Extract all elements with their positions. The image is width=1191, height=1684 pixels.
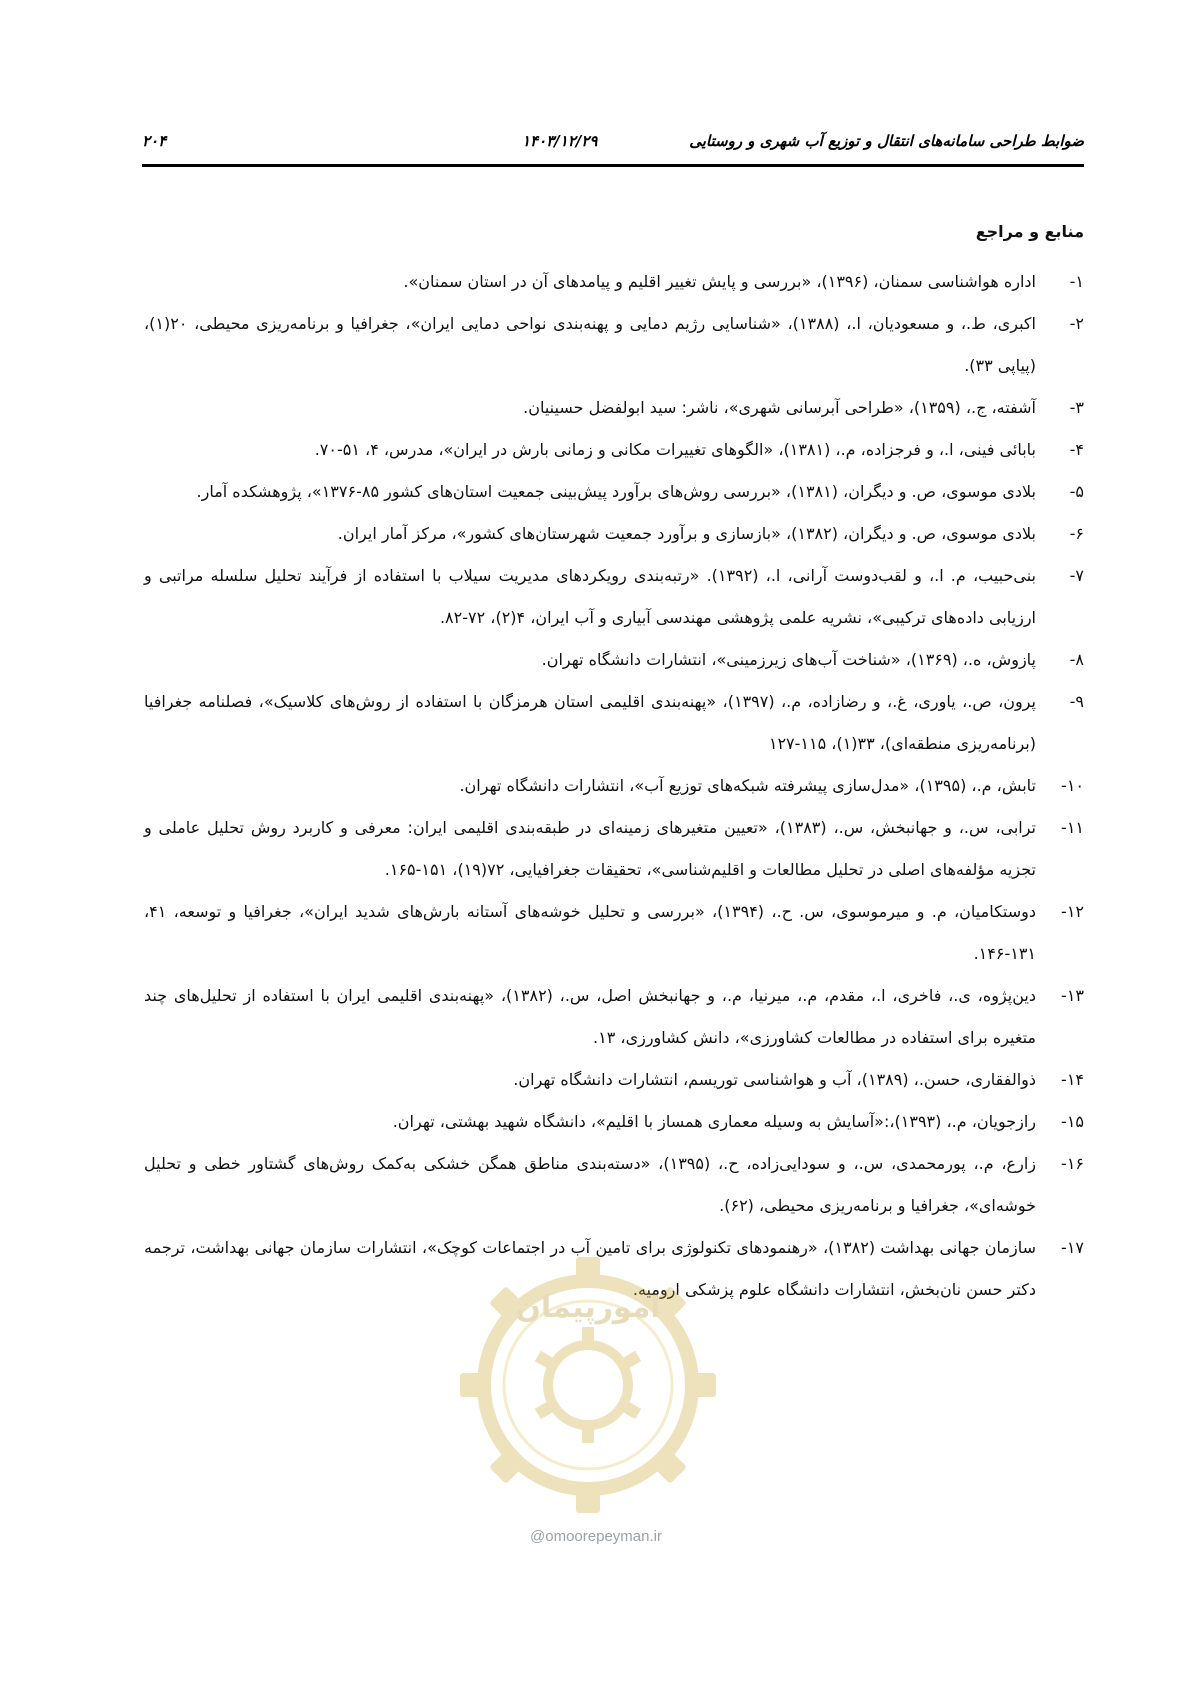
reference-number: ۴- [1069,440,1084,459]
reference-item [144,1101,1084,1143]
reference-text: پرون، ص.، یاوری، غ.، و رضازاده، م.، (۱۳۹۷)، «پهنه‌بندی اقلیمی استان هرمزگان با استفاده از روش‌های کلاسیک»، فصلنامه جغرافیا (برنامه‌ریزی منطقه‌ای)، ۳۳(۱)، ۱۱۵-۱۲۷ [144,692,1036,753]
reference-item [144,429,1084,471]
reference-text: ترابی، س.، و جهانبخش، س.، (۱۳۸۳)، «تعیین متغیرهای زمینه‌ای در طبقه‌بندی اقلیمی ایران: معرفی و کاربرد روش تحلیل عاملی و تجزیه مؤلفه‌های اصلی در تحلیل مطالعات و اقلیم‌شناسی»، تحقیقات جغرافیایی، ۷۲(۱۹)، ۱۵۱-۱۶۵. [144,818,1037,879]
reference-item [144,471,1084,513]
section-heading: منابع و مراجع [975,222,1084,241]
running-header [142,128,1084,158]
reference-text: دوستکامیان، م. و میرموسوی، س. ح.، (۱۳۹۴)، «بررسی و تحلیل خوشه‌های آستانه بارش‌های شدید ایران»، جغرافیا و توسعه، ۴۱، ۱۳۱-۱۴۶. [144,902,1037,963]
reference-text: پازوش، ه.، (۱۳۶۹)، «شناخت آب‌های زیرزمینی»، انتشارات دانشگاه تهران. [541,650,1036,669]
reference-number: ۱۷- [1061,1238,1084,1257]
reference-item [144,639,1084,681]
reference-item [144,387,1084,429]
reference-text: بلادی موسوی، ص. و دیگران، (۱۳۸۲)، «بازسازی و برآورد جمعیت شهرستان‌های کشور»، مرکز آمار ایران. [337,524,1036,543]
reference-number: ۱۶- [1061,1154,1084,1173]
reference-number: ۱- [1069,272,1084,291]
watermark-logo-text: امورپیمان [515,1290,661,1325]
reference-item [144,1227,1084,1311]
reference-item [144,765,1084,807]
reference-number: ۱۲- [1061,902,1084,921]
reference-text: بنی‌حبیب، م. ا.، و لقب‌دوست آرانی، ا.، (۱۳۹۲). «رتبه‌بندی رویکردهای مدیریت سیلاب با استفاده از فرآیند تحلیل سلسله مراتبی و ارزیابی داده‌های ترکیبی»، نشریه علمی پژوهشی مهندسی آبیاری و آب ایران، ۴(۲)، ۷۲-۸۲. [144,566,1036,627]
page-body [144,222,1084,1311]
reference-text: دین‌پژوه، ی.، فاخری، ا.، مقدم، م.، میرنیا، م.، و جهانبخش اصل، س.، (۱۳۸۲)، «پهنه‌بندی اقلیمی ایران با استفاده از تحلیل‌های چند متغیره برای استفاده در مطالعات کشاورزی»، دانش کشاورزی، ۱۳. [144,986,1036,1047]
reference-text: رازجویان، م.، (۱۳۹۳)،:«آسایش به وسیله معماری همساز با اقلیم»، دانشگاه شهید بهشتی، تهران. [392,1112,1036,1131]
reference-item [144,261,1084,303]
watermark-site: @omoorepeyman.ir [530,1528,662,1545]
header-date: ۱۴۰۳/۱۲/۲۹ [522,132,598,150]
reference-item [144,513,1084,555]
reference-item [144,1059,1084,1101]
reference-item [144,681,1084,765]
page-number: ۲۰۴ [142,132,167,150]
reference-text: بلادی موسوی، ص. و دیگران، (۱۳۸۱)، «بررسی روش‌های برآورد پیش‌بینی جمعیت استان‌های کشور ۸۵-۱۳۷۶»، پژوهشکده آمار. [196,482,1036,501]
reference-number: ۱۰- [1061,776,1084,795]
reference-number: ۸- [1069,650,1084,669]
reference-item [144,1143,1084,1227]
reference-item [144,975,1084,1059]
reference-number: ۹- [1069,692,1084,711]
header-rule [142,164,1084,167]
reference-item [144,891,1084,975]
reference-text: اکبری، ط.، و مسعودیان، ا.، (۱۳۸۸)، «شناسایی رژیم دمایی و پهنه‌بندی نواحی دمایی ایران»، جغرافیا و برنامه‌ریزی محیطی، ۲۰(۱)، (پیاپی ۳۳). [144,314,1036,375]
reference-number: ۱۱- [1061,818,1084,837]
reference-number: ۷- [1069,566,1084,585]
reference-text: آشفته، ج.، (۱۳۵۹)، «طراحی آبرسانی شهری»، ناشر: سید ابولفضل حسینیان. [523,398,1036,417]
reference-number: ۲- [1069,314,1084,333]
reference-item [144,303,1084,387]
reference-number: ۶- [1069,524,1084,543]
reference-list [144,261,1084,1311]
reference-number: ۱۳- [1061,986,1084,1005]
reference-text: تابش، م.، (۱۳۹۵)، «مدل‌سازی پیشرفته شبکه‌های توزیع آب»، انتشارات دانشگاه تهران. [459,776,1036,795]
reference-text: بابائی فینی، ا.، و فرجزاده، م.، (۱۳۸۱)، «الگوهای تغییرات مکانی و زمانی بارش در ایران»، مدرس، ۴، ۵۱-۷۰. [314,440,1036,459]
reference-item [144,807,1084,891]
header-title: ضوابط طراحی سامانه‌های انتقال و توزیع آب شهری و روستایی [689,132,1084,150]
reference-text: سازمان جهانی بهداشت (۱۳۸۲)، «رهنمودهای تکنولوژی برای تامین آب در اجتماعات کوچک»، انتشارات سازمان جهانی بهداشت، ترجمه دکتر حسن نان‌بخش، انتشارات دانشگاه علوم پزشکی ارومیه. [144,1238,1037,1299]
reference-number: ۱۵- [1061,1112,1084,1131]
reference-number: ۵- [1069,482,1084,501]
reference-item [144,555,1084,639]
reference-text: زارع، م.، پورمحمدی، س.، و سودایی‌زاده، ح.، (۱۳۹۵)، «دسته‌بندی مناطق همگن خشکی به‌کمک روش‌های گشتاور خطی و تحلیل خوشه‌ای»، جغرافیا و برنامه‌ریزی محیطی، (۶۲). [144,1154,1036,1215]
reference-text: اداره هواشناسی سمنان، (۱۳۹۶)، «بررسی و پایش تغییر اقلیم و پیامدهای آن در استان سمنان». [403,272,1036,291]
reference-number: ۳- [1069,398,1084,417]
reference-number: ۱۴- [1061,1070,1084,1089]
reference-text: ذوالفقاری، حسن.، (۱۳۸۹)، آب و هواشناسی توریسم، انتشارات دانشگاه تهران. [513,1070,1036,1089]
